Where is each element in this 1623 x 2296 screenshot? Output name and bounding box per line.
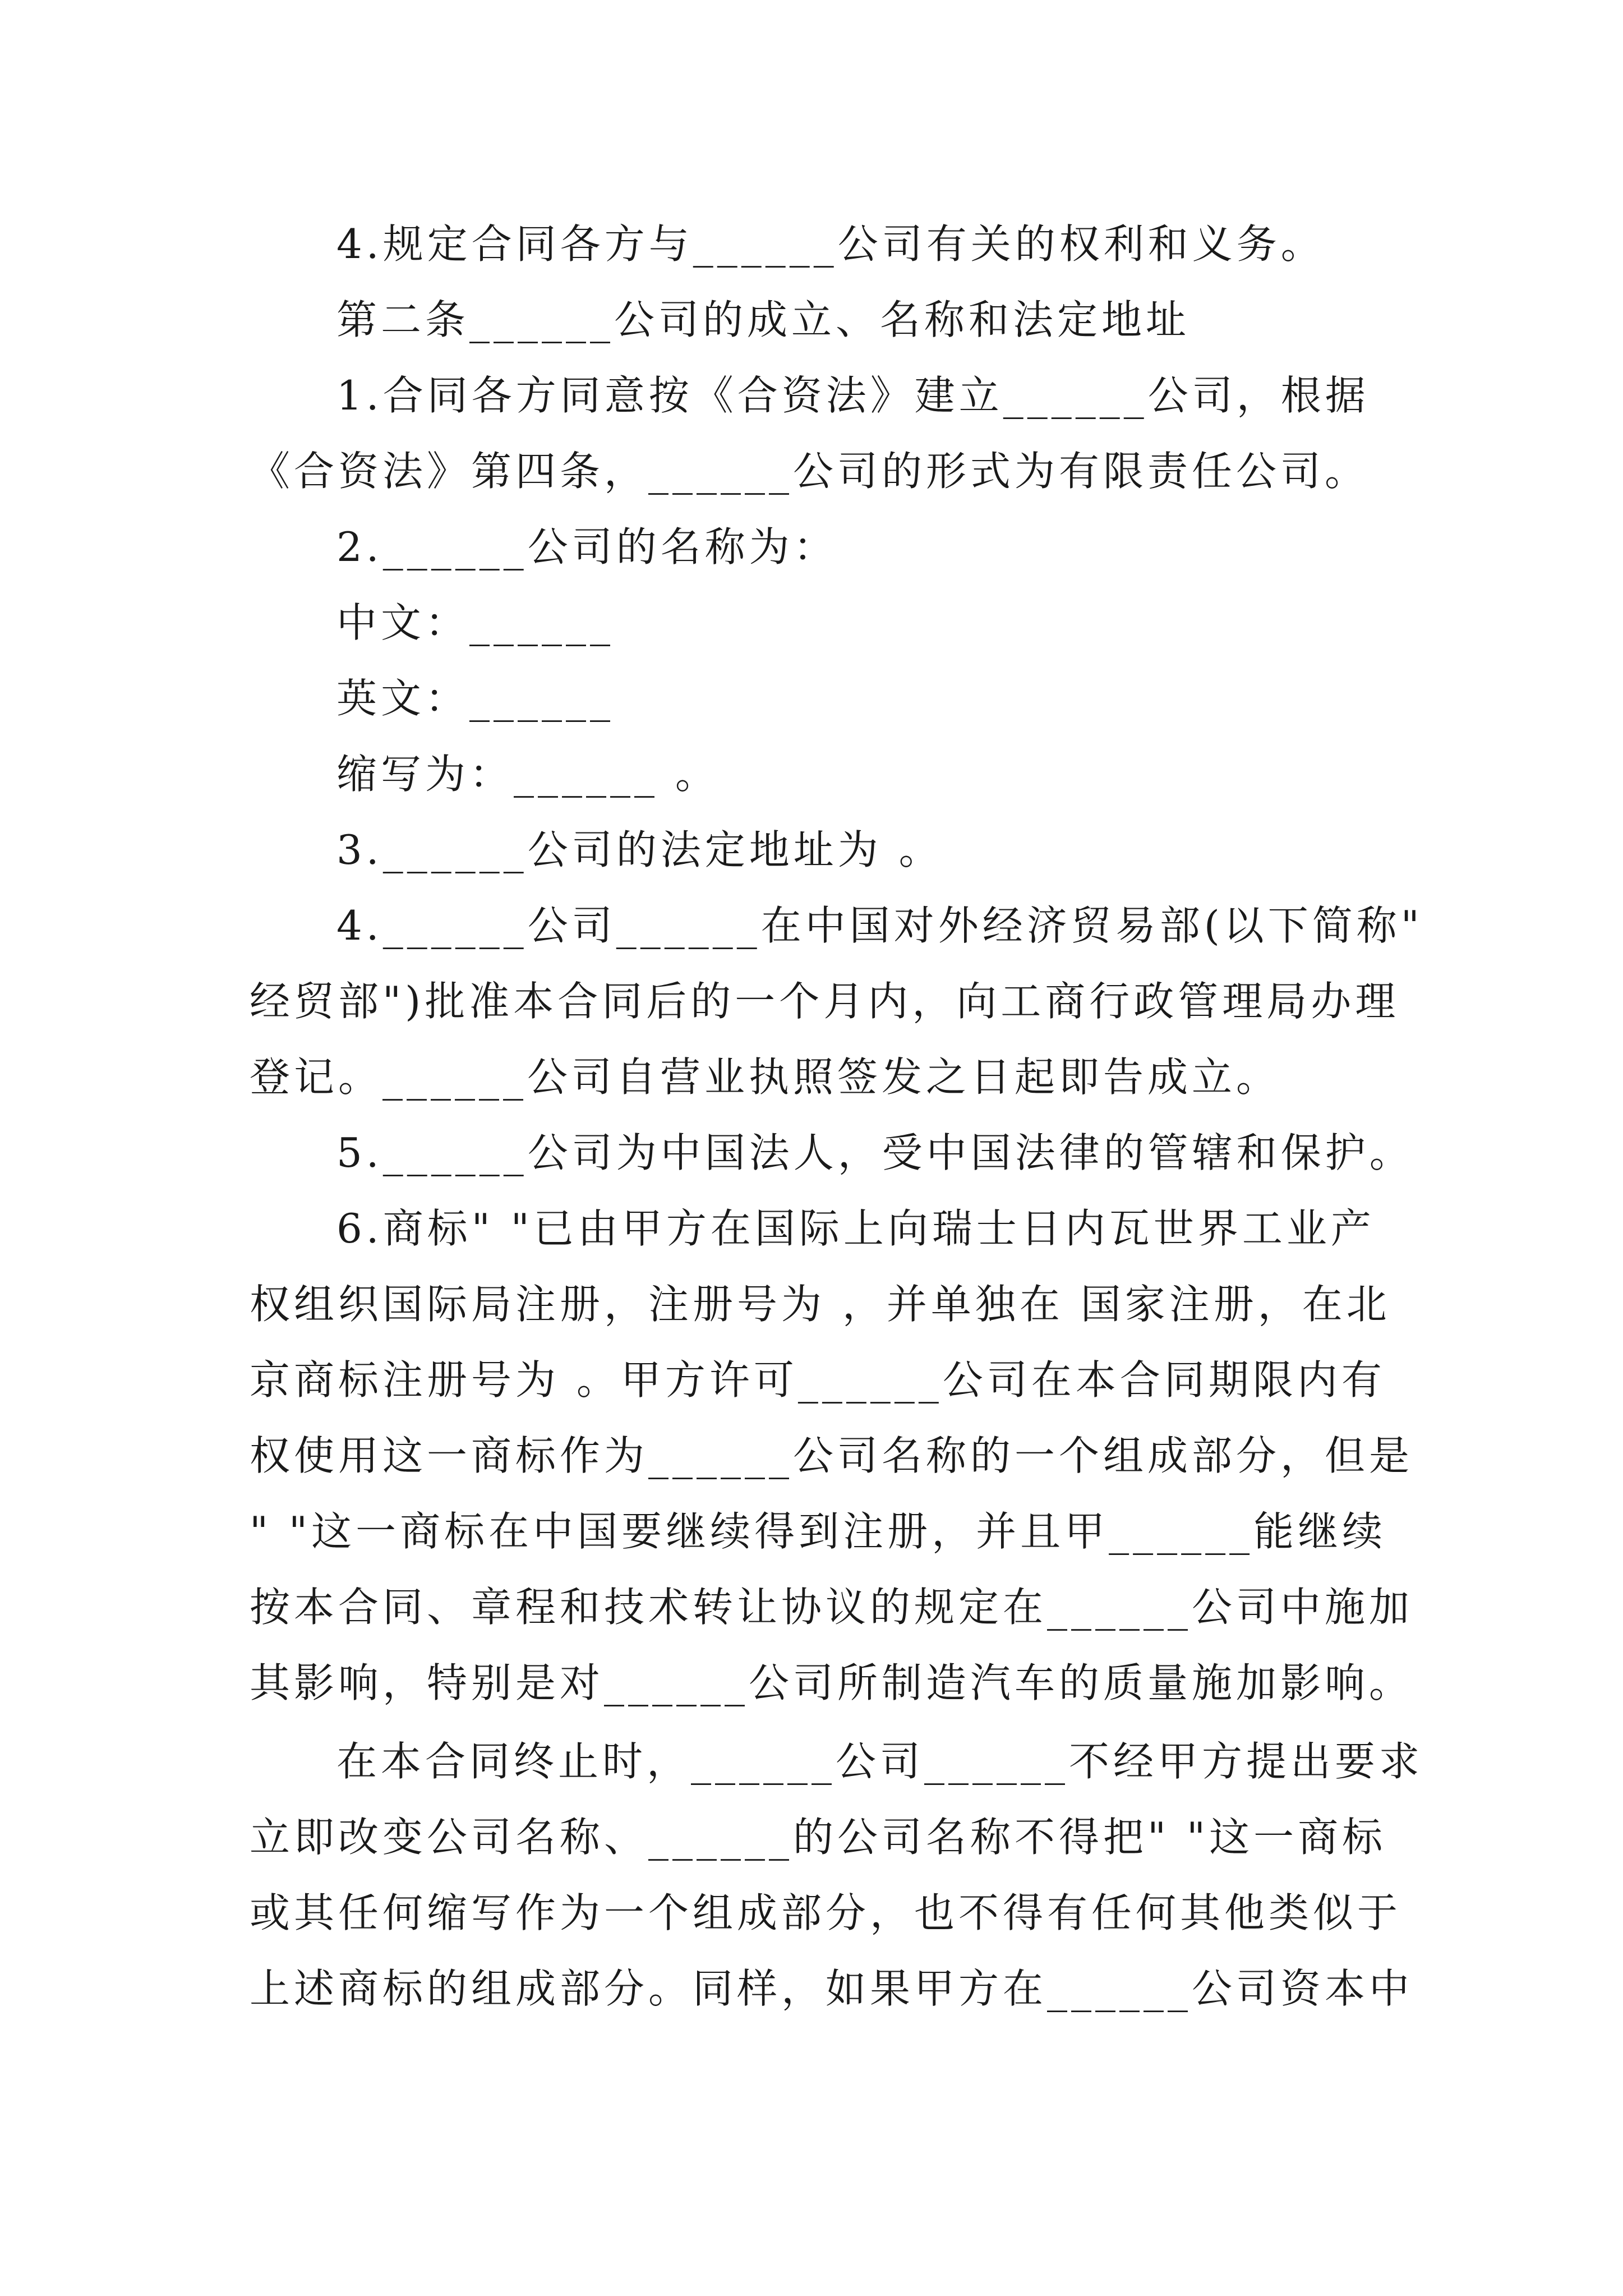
text-line: 上述商标的组成部分。同样，如果甲方在______公司资本中: [250, 1965, 1414, 2012]
text-line: 或其任何缩写作为一个组成部分，也不得有任何其他类似于: [250, 1889, 1402, 1936]
text-line: 立即改变公司名称、______的公司名称不得把" "这一商标: [250, 1814, 1387, 1861]
section-heading: 第二条______公司的成立、名称和法定地址: [336, 296, 1191, 343]
text-line: 4.规定合同各方与______公司有关的权利和义务。: [336, 220, 1325, 268]
text-line: 4.______公司______在中国对外经济贸易部(以下简称": [336, 902, 1423, 949]
text-line: 5.______公司为中国法人，受中国法律的管辖和保护。: [336, 1129, 1414, 1176]
text-line: 京商标注册号为 。甲方许可______公司在本合同期限内有: [250, 1356, 1386, 1404]
text-line: 缩写为：______ 。: [336, 751, 720, 798]
text-line: 英文：______: [336, 675, 615, 722]
text-line: 权组织国际局注册，注册号为 ，并单独在 国家注册，在北: [250, 1281, 1391, 1328]
text-line: 2.______公司的名称为：: [336, 523, 838, 570]
text-line: 6.商标" "已由甲方在国际上向瑞士日内瓦世界工业产: [336, 1205, 1375, 1252]
text-line: 3.______公司的法定地址为 。: [336, 826, 943, 873]
text-line: 权使用这一商标作为______公司名称的一个组成部分，但是: [250, 1432, 1414, 1479]
text-line: 《合资法》第四条，______公司的形式为有限责任公司。: [250, 448, 1370, 495]
text-line: 其影响，特别是对______公司所制造汽车的质量施加影响。: [250, 1659, 1414, 1706]
text-line: 登记。______公司自营业执照签发之日起即告成立。: [250, 1053, 1281, 1101]
text-line: 经贸部")批准本合同后的一个月内，向工商行政管理局办理: [250, 978, 1400, 1025]
text-line: 中文：______: [336, 599, 615, 646]
text-line: 1.合同各方同意按《合资法》建立______公司，根据: [336, 372, 1370, 419]
text-line: 在本合同终止时，______公司______不经甲方提出要求: [336, 1738, 1424, 1785]
text-line: " "这一商标在中国要继续得到注册，并且甲______能继续: [250, 1508, 1387, 1555]
text-line: 按本合同、章程和技术转让协议的规定在______公司中施加: [250, 1584, 1414, 1631]
